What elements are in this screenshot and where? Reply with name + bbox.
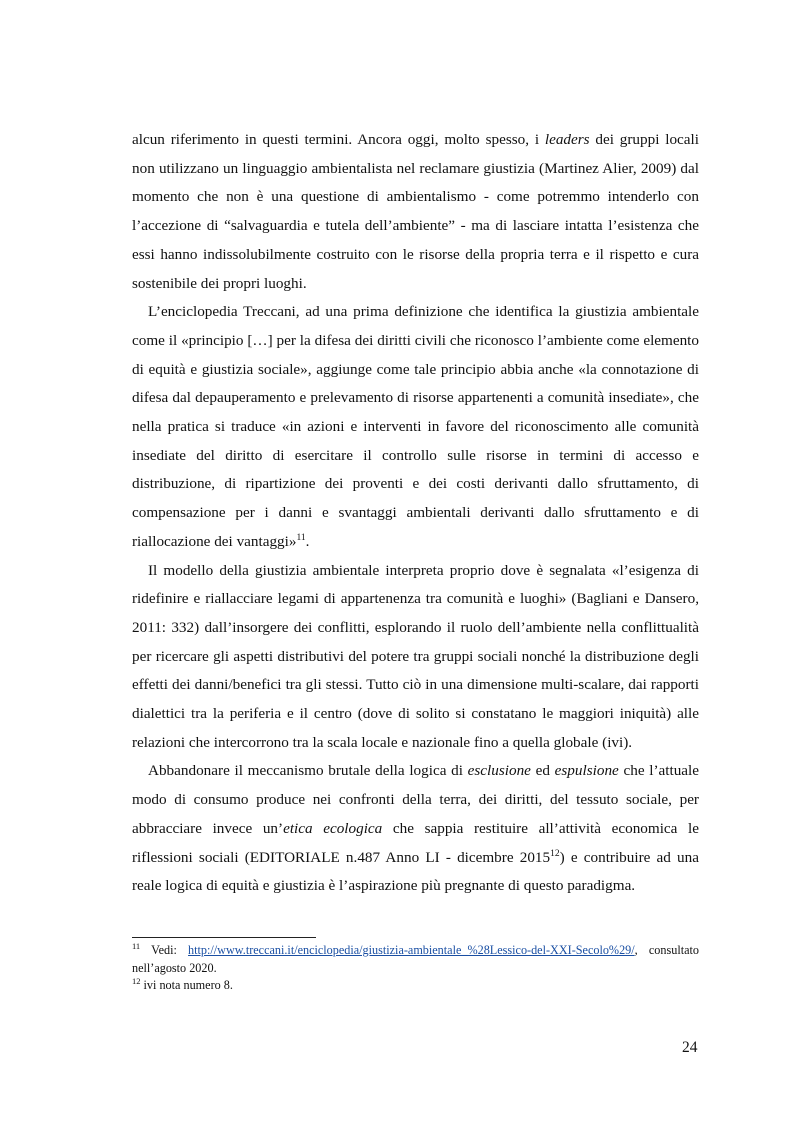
paragraph-4-text-2: ed [530,762,555,780]
page-number: 24 [682,1039,698,1056]
paragraph-4-end: ) e contribuire ad una reale logica di equità e giustizia è l’aspirazione più pregnante di questo paradigma. [132,848,699,895]
paragraph-2 [132,298,699,556]
page-body [132,126,699,901]
footnote-11 [132,942,699,977]
paragraph-1-text-cont: dei gruppi locali non utilizzano un linguaggio ambientalista nel reclamare giustizia (Martinez Alier, 2009) dal momento che non è una questione di ambientalismo - come potremmo intenderlo con l’accezione di “salvaguardia e tutela dell’ambiente” - ma di lasciare intatta l’esistenza che essi hanno indissolubilmente costruito con le risorse della propria terra e il rispetto e cura sostenibile dei propri luoghi. [132,131,699,292]
footnote-11-suffix: , consultato nell’agosto 2020. [132,943,699,975]
footnote-ref-12[interactable]: 12 [550,848,560,859]
paragraph-1 [132,126,699,298]
paragraph-4-italic-esclusione: esclusione [467,762,531,780]
paragraph-4-text-3: che l’attuale modo di consumo produce nei confronti della terra, dei diritti, del tessuto sociale, per abbracciare invece un’ [132,762,700,837]
paragraph-1-italic: leaders [544,131,590,148]
footnote-11-prefix: Vedi: [140,943,189,957]
footnote-12 [132,977,699,995]
paragraph-2-text: L’enciclopedia Treccani, ad una prima definizione che identifica la giustizia ambientale come il «principio […] per la difesa dei diritti civili che riconosco l’ambiente come elemento di equità e giustizia sociale», aggiunge come tale principio abbia anche «la connotazione di difesa dal depauperamento e prelevamento di risorse appartenenti a comunità insediate», che nella pratica si traduce «in azioni e interventi in favore del riconoscimento alle comunità insediate del diritto di esercitare il controllo sulle risorse in termini di accesso e distribuzione, di ripartizione dei proventi e dei costi derivanti dallo sfruttamento, di compensazione per i danni e svantaggi ambientali derivanti dallo sfruttamento e di riallocazione dei vantaggi» [132,303,699,550]
treccani-link[interactable]: http://www.treccani.it/enciclopedia/giustizia-ambientale_%28Lessico-del-XXI-Secolo%29/ [188,943,635,957]
footnote-separator [132,937,316,938]
footnotes [132,942,699,995]
footnote-12-text: ivi nota numero 8. [140,978,233,992]
footnote-ref-11[interactable]: 11 [296,532,306,543]
paragraph-1-text: alcun riferimento in questi termini. Ancora oggi, molto spesso, i [132,131,545,148]
paragraph-2-end: . [305,532,310,550]
paragraph-4-italic-etica: etica ecologica [283,819,383,837]
paragraph-4-text-4: che sappia restituire all’attività economica le riflessioni sociali (EDITORIALE n.487 Anno LI - dicembre 2015 [132,819,699,866]
paragraph-4-italic-espulsione: espulsione [554,762,619,780]
footnote-11-number: 11 [132,940,141,951]
paragraph-3: Il modello della giustizia ambientale interpreta proprio dove è segnalata «l’esigenza di ridefinire e riallacciare legami di appartenenza tra comunità e luoghi» (Bagliani e Dansero, 2011: 332) dall’insorgere dei conflitti, esplorando il ruolo dell’ambiente nella conflittualità per ricercare gli aspetti distributivi del potere tra gruppi sociali nonché la distribuzione degli effetti dei danni/benefici tra gli stessi. Tutto ciò in una dimensione multi-scalare, dai rapporti dialettici tra la periferia e il centro (dove di solito si constatano le maggiori iniquità) alle relazioni che intercorrono tra la scala locale e nazionale fino a quella globale (ivi). [132,561,699,751]
paragraph-4 [132,757,699,901]
footnote-12-number: 12 [132,975,141,986]
paragraph-4-text: Abbandonare il meccanismo brutale della logica di [148,762,468,780]
